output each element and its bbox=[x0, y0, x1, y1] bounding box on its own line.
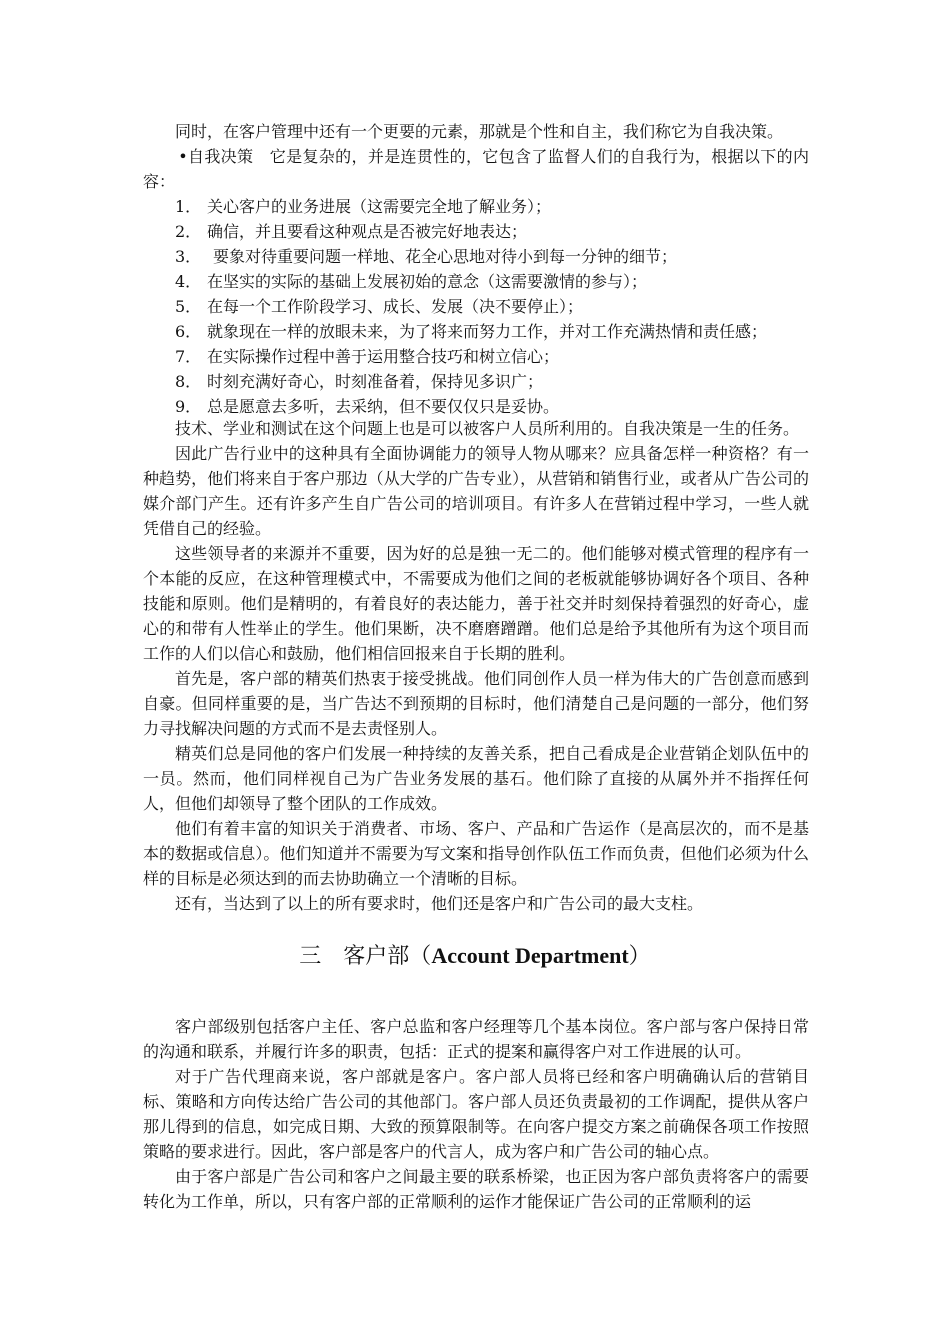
paragraph: 他们有着丰富的知识关于消费者、市场、客户、产品和广告运作（是高层次的，而不是基本的数据或信息）。他们知道并不需要为写文案和指导创作队伍工作而负责，但他们必须为什么样的目标是必须达到的而去协助确立一个清晰的目标。 bbox=[143, 819, 809, 888]
intro-block bbox=[143, 119, 809, 194]
list-item: 8． 时刻充满好奇心，时刻准备着，保持见多识广； bbox=[175, 372, 544, 391]
paragraph: 这些领导者的来源并不重要，因为好的总是独一无二的。他们能够对模式管理的程序有一个本能的反应，在这种管理模式中，不需要成为他们之间的老板就能够协调好各个项目、各种技能和原则。他们是精明的，有着良好的表达能力，善于社交并时刻保持着强烈的好奇心，虚心的和带有人性举止的学生。他们果断，决不磨磨蹭蹭。他们总是给予其他所有为这个项目而工作的人们以信心和鼓励，他们相信回报来自于长期的胜利。 bbox=[143, 544, 809, 663]
paragraph: 对于广告代理商来说，客户部就是客户。客户部人员将已经和客户明确确认后的营销目标、策略和方向传达给广告公司的其他部门。客户部人员还负责最初的工作调配，提供从客户那儿得到的信息，如完成日期、大致的预算限制等。在向客户提交方案之前确保各项工作按照策略的要求进行。因此，客户部是客户的代言人，成为客户和广告公司的轴心点。 bbox=[143, 1067, 809, 1161]
paragraph: 客户部级别包括客户主任、客户总监和客户经理等几个基本岗位。客户部与客户保持日常的沟通和联系，并履行许多的职责，包括：正式的提案和赢得客户对工作进展的认可。 bbox=[143, 1017, 809, 1061]
paragraph: 还有，当达到了以上的所有要求时，他们还是客户和广告公司的最大支柱。 bbox=[175, 894, 704, 913]
list-item: 6． 就象现在一样的放眼未来，为了将来而努力工作，并对工作充满热情和责任感； bbox=[175, 322, 768, 341]
list-item: 1． 关心客户的业务进展（这需要完全地了解业务）； bbox=[175, 197, 552, 216]
list-item: 2． 确信，并且要看这种观点是否被完好地表达； bbox=[175, 222, 528, 241]
account-department-body bbox=[143, 1014, 809, 1214]
list-item: 3． 要象对待重要问题一样地、花全心思地对待小到每一分钟的细节； bbox=[175, 247, 678, 266]
requirements-list bbox=[175, 194, 809, 419]
paragraph: 精英们总是同他的客户们发展一种持续的友善关系，把自己看成是企业营销企划队伍中的一员。然而，他们同样视自己为广告业务发展的基石。他们除了直接的从属外并不指挥任何人，但他们却领导了整个团队的工作成效。 bbox=[143, 744, 809, 813]
paragraph: 由于客户部是广告公司和客户之间最主要的联系桥梁，也正因为客户部负责将客户的需要转化为工作单，所以，只有客户部的正常顺利的运作才能保证广告公司的正常顺利的运 bbox=[143, 1167, 809, 1211]
self-decision-bullet: •自我决策 它是复杂的，并是连贯性的，它包含了监督人们的自我行为，根据以下的内容： bbox=[143, 147, 809, 191]
paragraph: 因此广告行业中的这种具有全面协调能力的领导人物从哪来？应具备怎样一种资格？有一种趋势，他们将来自于客户那边（从大学的广告专业），从营销和销售行业，或者从广告公司的媒介部门产生。还有许多产生自广告公司的培训项目。有许多人在营销过程中学习，一些人就凭借自己的经验。 bbox=[143, 444, 809, 538]
list-item: 9． 总是愿意去多听，去采纳，但不要仅仅只是妥协。 bbox=[175, 397, 560, 416]
intro-paragraph: 同时，在客户管理中还有一个更要的元素，那就是个性和自主，我们称它为自我决策。 bbox=[175, 122, 784, 141]
paragraph: 首先是，客户部的精英们热衷于接受挑战。他们同创作人员一样为伟大的广告创意而感到自豪。但同样重要的是，当广告达不到预期的目标时，他们清楚自己是问题的一部分，他们努力寻找解决问题的方式而不是去责怪别人。 bbox=[143, 669, 809, 738]
paragraph: 技术、学业和测试在这个问题上也是可以被客户人员所利用的。自我决策是一生的任务。 bbox=[175, 419, 800, 438]
section-heading: 三 客户部（Account Department） bbox=[299, 943, 651, 969]
body-paragraphs bbox=[143, 416, 809, 916]
list-item: 4． 在坚实的实际的基础上发展初始的意念（这需要激情的参与）； bbox=[175, 272, 648, 291]
list-item: 7． 在实际操作过程中善于运用整合技巧和树立信心； bbox=[175, 347, 560, 366]
list-item: 5． 在每一个工作阶段学习、成长、发展（决不要停止）； bbox=[175, 297, 584, 316]
